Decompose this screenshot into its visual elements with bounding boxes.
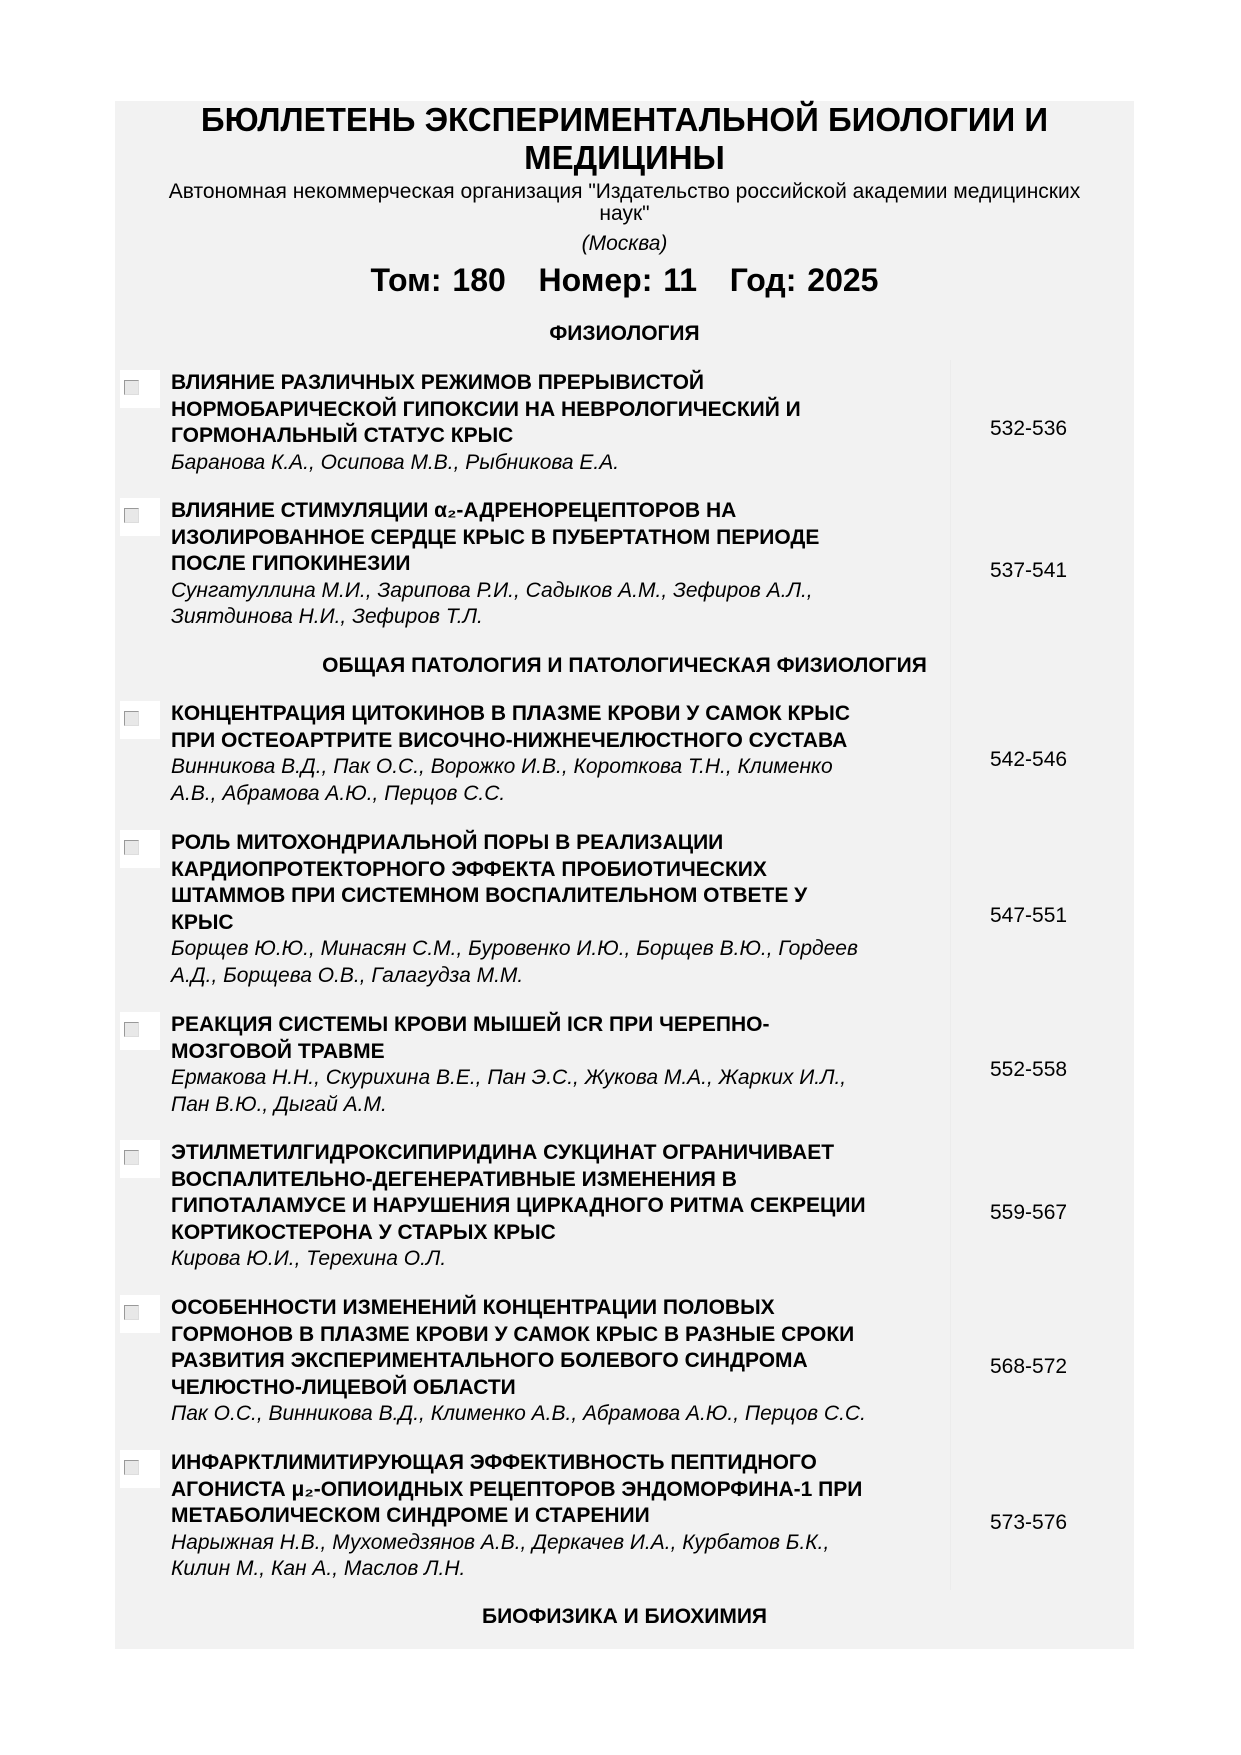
checkbox-icon: [124, 380, 139, 395]
article-authors: Кирова Ю.И., Терехина О.Л.: [171, 1247, 447, 1270]
article-title-link[interactable]: ПРИ ОСТЕОАРТРИТЕ ВИСОЧНО-НИЖНЕЧЕЛЮСТНОГО СУСТАВА: [171, 728, 848, 752]
article-pages: 552-558: [990, 1058, 1068, 1081]
article-title-link[interactable]: ШТАММОВ ПРИ СИСТЕМНОМ ВОСПАЛИТЕЛЬНОМ ОТВЕТЕ У: [171, 884, 808, 907]
article-text: [171, 1140, 971, 1273]
publisher-line: Автономная некоммерческая организация "Издательство российской академии медицинских: [168, 180, 1081, 203]
article-title-link[interactable]: МОЗГОВОЙ ТРАВМЕ: [171, 1039, 385, 1063]
section-heading: ОБЩАЯ ПАТОЛОГИЯ И ПАТОЛОГИЧЕСКАЯ ФИЗИОЛОГИЯ: [322, 654, 927, 677]
article-text: [171, 701, 971, 807]
article-checkbox[interactable]: [120, 1140, 160, 1178]
article-title-link[interactable]: ГОРМОНАЛЬНЫЙ СТАТУС КРЫС: [171, 424, 514, 447]
article-title-link[interactable]: КОНЦЕНТРАЦИЯ ЦИТОКИНОВ В ПЛАЗМЕ КРОВИ У САМОК КРЫС: [171, 702, 851, 725]
article-pages: 573-576: [990, 1511, 1068, 1534]
article-title-link[interactable]: ИНФАРКТЛИМИТИРУЮЩАЯ ЭФФЕКТИВНОСТЬ ПЕПТИДНОГО: [171, 1451, 817, 1474]
article-title-link[interactable]: ВЛИЯНИЕ РАЗЛИЧНЫХ РЕЖИМОВ ПРЕРЫВИСТОЙ: [171, 371, 704, 394]
checkbox-icon: [124, 1460, 139, 1475]
checkbox-icon: [124, 1022, 139, 1037]
article-title-link[interactable]: КОРТИКОСТЕРОНА У СТАРЫХ КРЫС: [171, 1220, 556, 1244]
article-pages: 532-536: [990, 417, 1068, 440]
article-authors: Пан В.Ю., Дыгай А.М.: [171, 1092, 387, 1116]
article-text: [171, 1012, 971, 1118]
article-authors: Ермакова Н.Н., Скурихина В.Е., Пан Э.С., Жукова М.А., Жарких И.Л.,: [171, 1066, 847, 1089]
publisher-city: (Москва): [581, 232, 668, 255]
article-title-link[interactable]: ВОСПАЛИТЕЛЬНО-ДЕГЕНЕРАТИВНЫЕ ИЗМЕНЕНИЯ В: [171, 1167, 737, 1191]
article-pages: 559-567: [990, 1201, 1068, 1224]
article-title-link[interactable]: РОЛЬ МИТОХОНДРИАЛЬНОЙ ПОРЫ В РЕАЛИЗАЦИИ: [171, 831, 724, 854]
article-title-link[interactable]: МЕТАБОЛИЧЕСКОМ СИНДРОМЕ И СТАРЕНИИ: [171, 1504, 650, 1527]
article-checkbox[interactable]: [120, 498, 160, 536]
article-authors: Пак О.С., Винникова В.Д., Клименко А.В., Абрамова А.Ю., Перцов С.С.: [171, 1402, 866, 1425]
article-title-link[interactable]: КАРДИОПРОТЕКТОРНОГО ЭФФЕКТА ПРОБИОТИЧЕСКИХ: [171, 857, 767, 881]
article-title-link[interactable]: РЕАКЦИЯ СИСТЕМЫ КРОВИ МЫШЕЙ ICR ПРИ ЧЕРЕПНО-: [171, 1013, 770, 1036]
article-text: [171, 498, 971, 631]
article-title-link[interactable]: АГОНИСТА μ₂-ОПИОИДНЫХ РЕЦЕПТОРОВ ЭНДОМОРФИНА-1 ПРИ: [171, 1477, 863, 1501]
article-authors: А.Д., Борщева О.В., Галагудза М.М.: [171, 963, 524, 987]
journal-title-line: БЮЛЛЕТЕНЬ ЭКСПЕРИМЕНТАЛЬНОЙ БИОЛОГИИ И: [200, 101, 1049, 138]
checkbox-icon: [124, 711, 139, 726]
article-title-link[interactable]: ИЗОЛИРОВАННОЕ СЕРДЦЕ КРЫС В ПУБЕРТАТНОМ ПЕРИОДЕ: [171, 525, 820, 549]
article-title-link[interactable]: НОРМОБАРИЧЕСКОЙ ГИПОКСИИ НА НЕВРОЛОГИЧЕСКИЙ И: [171, 397, 801, 421]
issue-info: Том: 180 Номер: 11 Год: 2025: [370, 262, 879, 298]
article-authors: Сунгатуллина М.И., Зарипова Р.И., Садыков А.М., Зефиров А.Л.,: [171, 578, 813, 602]
article-title-link[interactable]: ГОРМОНОВ В ПЛАЗМЕ КРОВИ У САМОК КРЫС В РАЗНЫЕ СРОКИ: [171, 1322, 855, 1346]
checkbox-icon: [124, 508, 139, 523]
article-title-link[interactable]: ОСОБЕННОСТИ ИЗМЕНЕНИЙ КОНЦЕНТРАЦИИ ПОЛОВЫХ: [171, 1296, 775, 1319]
checkbox-icon: [124, 1305, 139, 1320]
article-pages: 537-541: [990, 559, 1068, 582]
checkbox-icon: [124, 1150, 139, 1165]
article-authors: А.В., Абрамова А.Ю., Перцов С.С.: [171, 781, 506, 805]
article-title-link[interactable]: ЧЕЛЮСТНО-ЛИЦЕВОЙ ОБЛАСТИ: [171, 1375, 516, 1399]
article-text: [171, 370, 971, 476]
article-checkbox[interactable]: [120, 701, 160, 739]
article-authors: Баранова К.А., Осипова М.В., Рыбникова Е.А.: [171, 450, 620, 474]
article-title-link[interactable]: ЭТИЛМЕТИЛГИДРОКСИПИРИДИНА СУКЦИНАТ ОГРАНИЧИВАЕТ: [171, 1141, 835, 1164]
article-pages: 542-546: [990, 748, 1068, 771]
article-title-link[interactable]: КРЫС: [171, 910, 234, 934]
section-heading: БИОФИЗИКА И БИОХИМИЯ: [481, 1605, 768, 1628]
journal-title-line: МЕДИЦИНЫ: [524, 139, 725, 176]
article-authors: Нарыжная Н.В., Мухомедзянов А.В., Деркачев И.А., Курбатов Б.К.,: [171, 1530, 830, 1554]
article-text: [171, 830, 971, 989]
article-authors: Винникова В.Д., Пак О.С., Ворожко И.В., Короткова Т.Н., Клименко: [171, 755, 833, 778]
checkbox-icon: [124, 840, 139, 855]
article-pages: 547-551: [990, 904, 1068, 927]
article-checkbox[interactable]: [120, 830, 160, 868]
article-text: [171, 1450, 971, 1583]
article-title-link[interactable]: ВЛИЯНИЕ СТИМУЛЯЦИИ α₂-АДРЕНОРЕЦЕПТОРОВ НА: [171, 499, 737, 522]
article-pages: 568-572: [990, 1355, 1068, 1378]
article-title-link[interactable]: ПОСЛЕ ГИПОКИНЕЗИИ: [171, 552, 411, 575]
article-authors: Килин М., Кан А., Маслов Л.Н.: [171, 1557, 466, 1580]
article-checkbox[interactable]: [120, 1450, 160, 1488]
article-text: [171, 1295, 971, 1428]
article-checkbox[interactable]: [120, 1012, 160, 1050]
article-authors: Зиятдинова Н.И., Зефиров Т.Л.: [171, 605, 483, 628]
article-checkbox[interactable]: [120, 1295, 160, 1333]
article-authors: Борщев Ю.Ю., Минасян С.М., Буровенко И.Ю., Борщев В.Ю., Гордеев: [171, 937, 858, 960]
publisher-line: наук": [599, 202, 650, 225]
article-title-link[interactable]: РАЗВИТИЯ ЭКСПЕРИМЕНТАЛЬНОГО БОЛЕВОГО СИНДРОМА: [171, 1349, 808, 1372]
article-title-link[interactable]: ГИПОТАЛАМУСЕ И НАРУШЕНИЯ ЦИРКАДНОГО РИТМА СЕКРЕЦИИ: [171, 1194, 866, 1217]
section-heading: ФИЗИОЛОГИЯ: [549, 322, 700, 345]
article-checkbox[interactable]: [120, 370, 160, 408]
